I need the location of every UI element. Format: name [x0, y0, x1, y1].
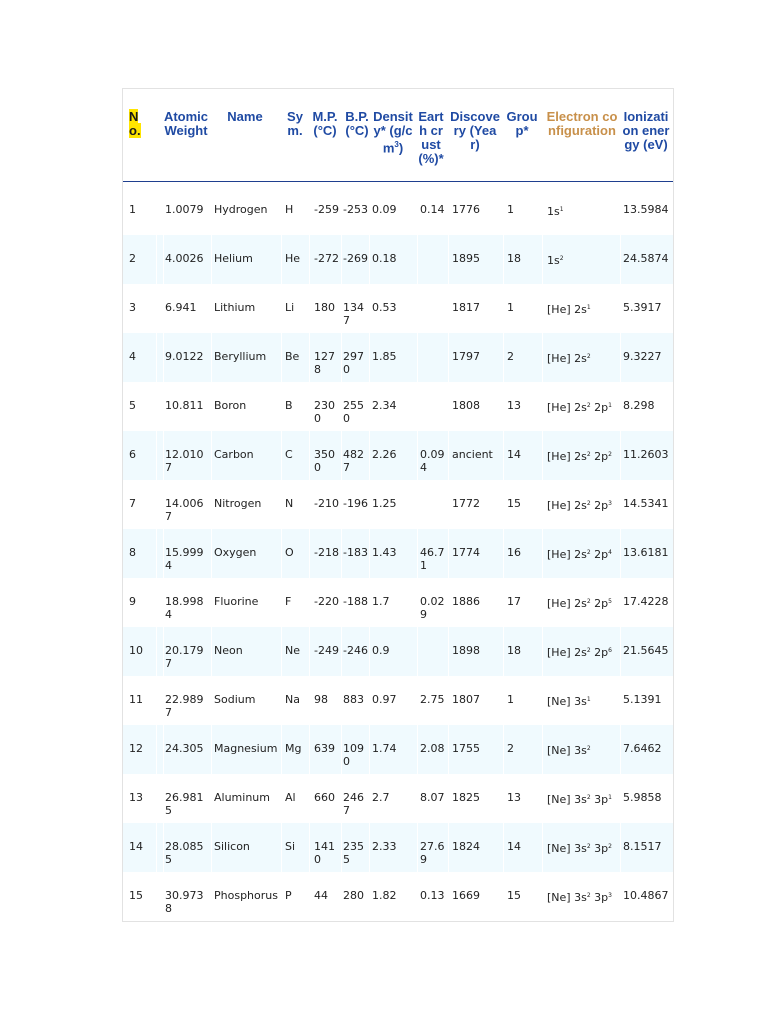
cell-weight: 22.9897 [165, 693, 204, 719]
cell-discovery: 1817 [452, 301, 480, 314]
cell-bp: -246 [343, 644, 368, 657]
cell-group: 1 [507, 203, 514, 216]
column-separator [281, 627, 282, 676]
cell-bp: 280 [343, 889, 364, 902]
cell-group: 14 [507, 448, 521, 461]
column-separator [503, 529, 504, 578]
cell-sym: C [285, 448, 293, 461]
cell-discovery: 1895 [452, 252, 480, 265]
cell-bp: 2970 [343, 350, 364, 376]
column-separator [163, 431, 164, 480]
cell-ionization: 21.5645 [623, 644, 669, 657]
cell-no: 15 [129, 889, 143, 902]
cell-crust: 0.14 [420, 203, 445, 216]
cell-group: 2 [507, 350, 514, 363]
cell-bp: 2467 [343, 791, 364, 817]
column-separator [211, 823, 212, 872]
column-separator [369, 529, 370, 578]
column-separator [448, 627, 449, 676]
cell-weight: 24.305 [165, 742, 204, 755]
cell-discovery: 1824 [452, 840, 480, 853]
cell-no: 10 [129, 644, 143, 657]
cell-config: [Ne] $3s^1$ [547, 695, 591, 708]
cell-name: Beryllium [214, 350, 267, 363]
table-row [123, 186, 673, 235]
cell-config: [He] $2s^2$ $2p^3$ [547, 499, 612, 512]
column-separator [448, 725, 449, 774]
cell-mp: -220 [314, 595, 339, 608]
cell-weight: 10.811 [165, 399, 204, 412]
column-separator [281, 823, 282, 872]
cell-ionization: 5.1391 [623, 693, 662, 706]
cell-no: 7 [129, 497, 136, 510]
column-separator [309, 823, 310, 872]
column-separator [448, 235, 449, 284]
cell-group: 13 [507, 791, 521, 804]
cell-ionization: 9.3227 [623, 350, 662, 363]
column-separator [341, 725, 342, 774]
cell-sym: O [285, 546, 294, 559]
table-row [123, 627, 673, 676]
column-separator [369, 235, 370, 284]
table-row [123, 676, 673, 725]
column-separator [542, 529, 543, 578]
cell-bp: -188 [343, 595, 368, 608]
cell-mp: -259 [314, 203, 339, 216]
table-row [123, 480, 673, 529]
column-separator [417, 627, 418, 676]
cell-no: 8 [129, 546, 136, 559]
cell-no: 14 [129, 840, 143, 853]
cell-config: [He] $2s^2$ $2p^1$ [547, 401, 612, 414]
column-separator [341, 529, 342, 578]
cell-name: Magnesium [214, 742, 278, 755]
column-separator [369, 627, 370, 676]
cell-ionization: 7.6462 [623, 742, 662, 755]
cell-config: [Ne] $3s^2$ $3p^1$ [547, 793, 612, 806]
cell-ionization: 24.5874 [623, 252, 669, 265]
cell-mp: 98 [314, 693, 328, 706]
column-separator [417, 431, 418, 480]
cell-ionization: 8.1517 [623, 840, 662, 853]
cell-sym: Mg [285, 742, 302, 755]
cell-weight: 15.9994 [165, 546, 204, 572]
column-separator [503, 333, 504, 382]
column-separator [417, 333, 418, 382]
cell-sym: B [285, 399, 293, 412]
cell-bp: 4827 [343, 448, 364, 474]
cell-group: 1 [507, 693, 514, 706]
column-separator [309, 529, 310, 578]
cell-name: Sodium [214, 693, 256, 706]
cell-sym: Si [285, 840, 296, 853]
cell-discovery: 1808 [452, 399, 480, 412]
cell-name: Nitrogen [214, 497, 262, 510]
cell-bp: -196 [343, 497, 368, 510]
cell-name: Lithium [214, 301, 256, 314]
table-row [123, 725, 673, 774]
header-symbol: Sym. [287, 109, 303, 138]
cell-weight: 18.9984 [165, 595, 204, 621]
cell-density: 0.97 [372, 693, 397, 706]
cell-mp: 1278 [314, 350, 335, 376]
cell-name: Fluorine [214, 595, 259, 608]
cell-mp: 1410 [314, 840, 335, 866]
column-separator [281, 725, 282, 774]
table-row [123, 333, 673, 382]
cell-crust: 2.08 [420, 742, 445, 755]
cell-density: 2.26 [372, 448, 397, 461]
column-separator [309, 431, 310, 480]
column-separator [211, 725, 212, 774]
header-group: Group* [506, 109, 538, 138]
cell-weight: 26.9815 [165, 791, 204, 817]
column-separator [341, 823, 342, 872]
cell-crust: 0.094 [420, 448, 445, 474]
cell-weight: 6.941 [165, 301, 197, 314]
cell-crust: 0.13 [420, 889, 445, 902]
column-separator [341, 627, 342, 676]
column-separator [503, 627, 504, 676]
cell-name: Aluminum [214, 791, 270, 804]
cell-name: Carbon [214, 448, 254, 461]
cell-density: 0.18 [372, 252, 397, 265]
cell-sym: Li [285, 301, 295, 314]
cell-config: [He] $2s^1$ [547, 303, 591, 316]
cell-sym: Be [285, 350, 300, 363]
cell-density: 1.43 [372, 546, 397, 559]
cell-name: Hydrogen [214, 203, 268, 216]
cell-no: 6 [129, 448, 136, 461]
cell-weight: 28.0855 [165, 840, 204, 866]
cell-discovery: 1825 [452, 791, 480, 804]
column-separator [417, 823, 418, 872]
header-density: Densit y* $(g/cm^3)$ [373, 109, 413, 156]
cell-mp: -218 [314, 546, 339, 559]
cell-no: 5 [129, 399, 136, 412]
column-separator [448, 823, 449, 872]
cell-no: 4 [129, 350, 136, 363]
cell-no: 13 [129, 791, 143, 804]
column-separator [163, 823, 164, 872]
cell-name: Boron [214, 399, 247, 412]
cell-discovery: 1776 [452, 203, 480, 216]
table-row [123, 823, 673, 872]
column-separator [163, 725, 164, 774]
cell-weight: 14.0067 [165, 497, 204, 523]
header-electron-configuration: Electron configuration [546, 109, 618, 138]
cell-group: 15 [507, 497, 521, 510]
cell-density: 1.82 [372, 889, 397, 902]
cell-mp: -249 [314, 644, 339, 657]
cell-crust: 8.07 [420, 791, 445, 804]
column-separator [281, 529, 282, 578]
cell-name: Helium [214, 252, 253, 265]
cell-density: 1.25 [372, 497, 397, 510]
cell-bp: 2355 [343, 840, 364, 866]
column-separator [341, 235, 342, 284]
cell-ionization: 11.2603 [623, 448, 669, 461]
cell-group: 18 [507, 252, 521, 265]
column-separator [211, 529, 212, 578]
cell-no: 9 [129, 595, 136, 608]
column-separator [503, 235, 504, 284]
column-separator [163, 627, 164, 676]
cell-name: Silicon [214, 840, 250, 853]
table-row [123, 774, 673, 823]
column-separator [369, 725, 370, 774]
cell-crust: 27.69 [420, 840, 445, 866]
cell-group: 13 [507, 399, 521, 412]
column-separator [309, 725, 310, 774]
cell-weight: 20.1797 [165, 644, 204, 670]
column-separator [309, 333, 310, 382]
cell-sym: N [285, 497, 294, 510]
table-row [123, 284, 673, 333]
cell-ionization: 8.298 [623, 399, 655, 412]
cell-sym: H [285, 203, 294, 216]
column-separator [341, 333, 342, 382]
header-no: No. [129, 109, 141, 138]
cell-weight: 4.0026 [165, 252, 204, 265]
cell-discovery: 1774 [452, 546, 480, 559]
column-separator [542, 333, 543, 382]
cell-mp: 2300 [314, 399, 335, 425]
cell-density: 0.53 [372, 301, 397, 314]
cell-bp: 1090 [343, 742, 364, 768]
column-separator [448, 529, 449, 578]
cell-discovery: 1772 [452, 497, 480, 510]
header-divider [123, 181, 673, 182]
cell-no: 2 [129, 252, 136, 265]
cell-weight: 9.0122 [165, 350, 204, 363]
cell-ionization: 13.5984 [623, 203, 669, 216]
cell-config: [He] $2s^2$ $2p^2$ [547, 450, 612, 463]
cell-density: 1.7 [372, 595, 390, 608]
cell-discovery: 1797 [452, 350, 480, 363]
cell-ionization: 5.9858 [623, 791, 662, 804]
cell-crust: 0.029 [420, 595, 445, 621]
cell-name: Oxygen [214, 546, 257, 559]
column-separator [542, 627, 543, 676]
header-ionization-energy: Ionization energy (eV) [622, 109, 670, 152]
cell-no: 1 [129, 203, 136, 216]
cell-no: 11 [129, 693, 143, 706]
column-separator [309, 627, 310, 676]
cell-density: 0.9 [372, 644, 390, 657]
cell-weight: 12.0107 [165, 448, 204, 474]
column-separator [542, 725, 543, 774]
column-separator [163, 529, 164, 578]
cell-discovery: 1886 [452, 595, 480, 608]
cell-mp: 639 [314, 742, 335, 755]
header-earth-crust: Earth crust (%)* [418, 109, 444, 166]
cell-sym: Ne [285, 644, 300, 657]
cell-sym: Al [285, 791, 296, 804]
column-separator [163, 235, 164, 284]
cell-sym: He [285, 252, 301, 265]
header-boiling-point: B.P. (°C) [345, 109, 369, 138]
cell-config: $1s^1$ [547, 205, 564, 218]
cell-config: [Ne] $3s^2$ $3p^3$ [547, 891, 612, 904]
cell-ionization: 17.4228 [623, 595, 669, 608]
column-separator [448, 333, 449, 382]
header-name: Name [227, 109, 263, 124]
cell-config: [He] $2s^2$ $2p^6$ [547, 646, 612, 659]
cell-bp: -253 [343, 203, 368, 216]
cell-bp: 883 [343, 693, 364, 706]
cell-config: [He] $2s^2$ [547, 352, 591, 365]
cell-group: 14 [507, 840, 521, 853]
cell-mp: 44 [314, 889, 328, 902]
cell-mp: 180 [314, 301, 335, 314]
cell-group: 1 [507, 301, 514, 314]
cell-sym: P [285, 889, 292, 902]
column-separator [417, 725, 418, 774]
cell-ionization: 5.3917 [623, 301, 662, 314]
column-separator [542, 431, 543, 480]
cell-bp: 2550 [343, 399, 364, 425]
column-separator [309, 235, 310, 284]
column-separator [163, 333, 164, 382]
cell-mp: 660 [314, 791, 335, 804]
cell-no: 12 [129, 742, 143, 755]
header-atomic-weight: Atomic Weight [163, 109, 209, 138]
cell-ionization: 13.6181 [623, 546, 669, 559]
column-separator [281, 333, 282, 382]
cell-config: [Ne] $3s^2$ [547, 744, 591, 757]
cell-config: [Ne] $3s^2$ $3p^2$ [547, 842, 612, 855]
column-separator [417, 529, 418, 578]
column-separator [503, 725, 504, 774]
cell-discovery: ancient [452, 448, 493, 461]
cell-density: 1.74 [372, 742, 397, 755]
table-row [123, 382, 673, 431]
column-separator [369, 333, 370, 382]
cell-density: 1.85 [372, 350, 397, 363]
column-separator [417, 235, 418, 284]
cell-name: Neon [214, 644, 243, 657]
cell-mp: -210 [314, 497, 339, 510]
cell-group: 18 [507, 644, 521, 657]
cell-ionization: 10.4867 [623, 889, 669, 902]
cell-weight: 30.9738 [165, 889, 204, 915]
cell-crust: 2.75 [420, 693, 445, 706]
cell-discovery: 1807 [452, 693, 480, 706]
cell-group: 2 [507, 742, 514, 755]
cell-bp: -183 [343, 546, 368, 559]
cell-discovery: 1755 [452, 742, 480, 755]
column-separator [281, 431, 282, 480]
header-discovery: Discovery (Year) [450, 109, 500, 152]
header-melting-point: M.P. (°C) [312, 109, 338, 138]
cell-bp: 1347 [343, 301, 364, 327]
cell-density: 2.7 [372, 791, 390, 804]
cell-config: $1s^2$ [547, 254, 564, 267]
table-row [123, 431, 673, 480]
table-row [123, 872, 673, 921]
column-separator [542, 235, 543, 284]
column-separator [503, 823, 504, 872]
cell-config: [He] $2s^2$ $2p^5$ [547, 597, 612, 610]
cell-sym: Na [285, 693, 300, 706]
elements-table [122, 88, 674, 922]
cell-group: 16 [507, 546, 521, 559]
column-separator [503, 431, 504, 480]
cell-discovery: 1669 [452, 889, 480, 902]
cell-config: [He] $2s^2$ $2p^4$ [547, 548, 612, 561]
cell-discovery: 1898 [452, 644, 480, 657]
table-header [123, 89, 673, 182]
cell-no: 3 [129, 301, 136, 314]
table-row [123, 578, 673, 627]
column-separator [542, 823, 543, 872]
cell-group: 17 [507, 595, 521, 608]
cell-crust: 46.71 [420, 546, 445, 572]
column-separator [341, 431, 342, 480]
cell-weight: 1.0079 [165, 203, 204, 216]
column-separator [369, 823, 370, 872]
column-separator [211, 235, 212, 284]
table-row [123, 235, 673, 284]
cell-group: 15 [507, 889, 521, 902]
column-separator [211, 431, 212, 480]
column-separator [448, 431, 449, 480]
cell-bp: -269 [343, 252, 368, 265]
cell-density: 2.34 [372, 399, 397, 412]
table-row [123, 529, 673, 578]
cell-ionization: 14.5341 [623, 497, 669, 510]
column-separator [369, 431, 370, 480]
cell-mp: 3500 [314, 448, 335, 474]
column-separator [211, 627, 212, 676]
cell-density: 2.33 [372, 840, 397, 853]
cell-name: Phosphorus [214, 889, 278, 902]
cell-mp: -272 [314, 252, 339, 265]
cell-density: 0.09 [372, 203, 397, 216]
column-separator [211, 333, 212, 382]
cell-sym: F [285, 595, 292, 608]
column-separator [281, 235, 282, 284]
